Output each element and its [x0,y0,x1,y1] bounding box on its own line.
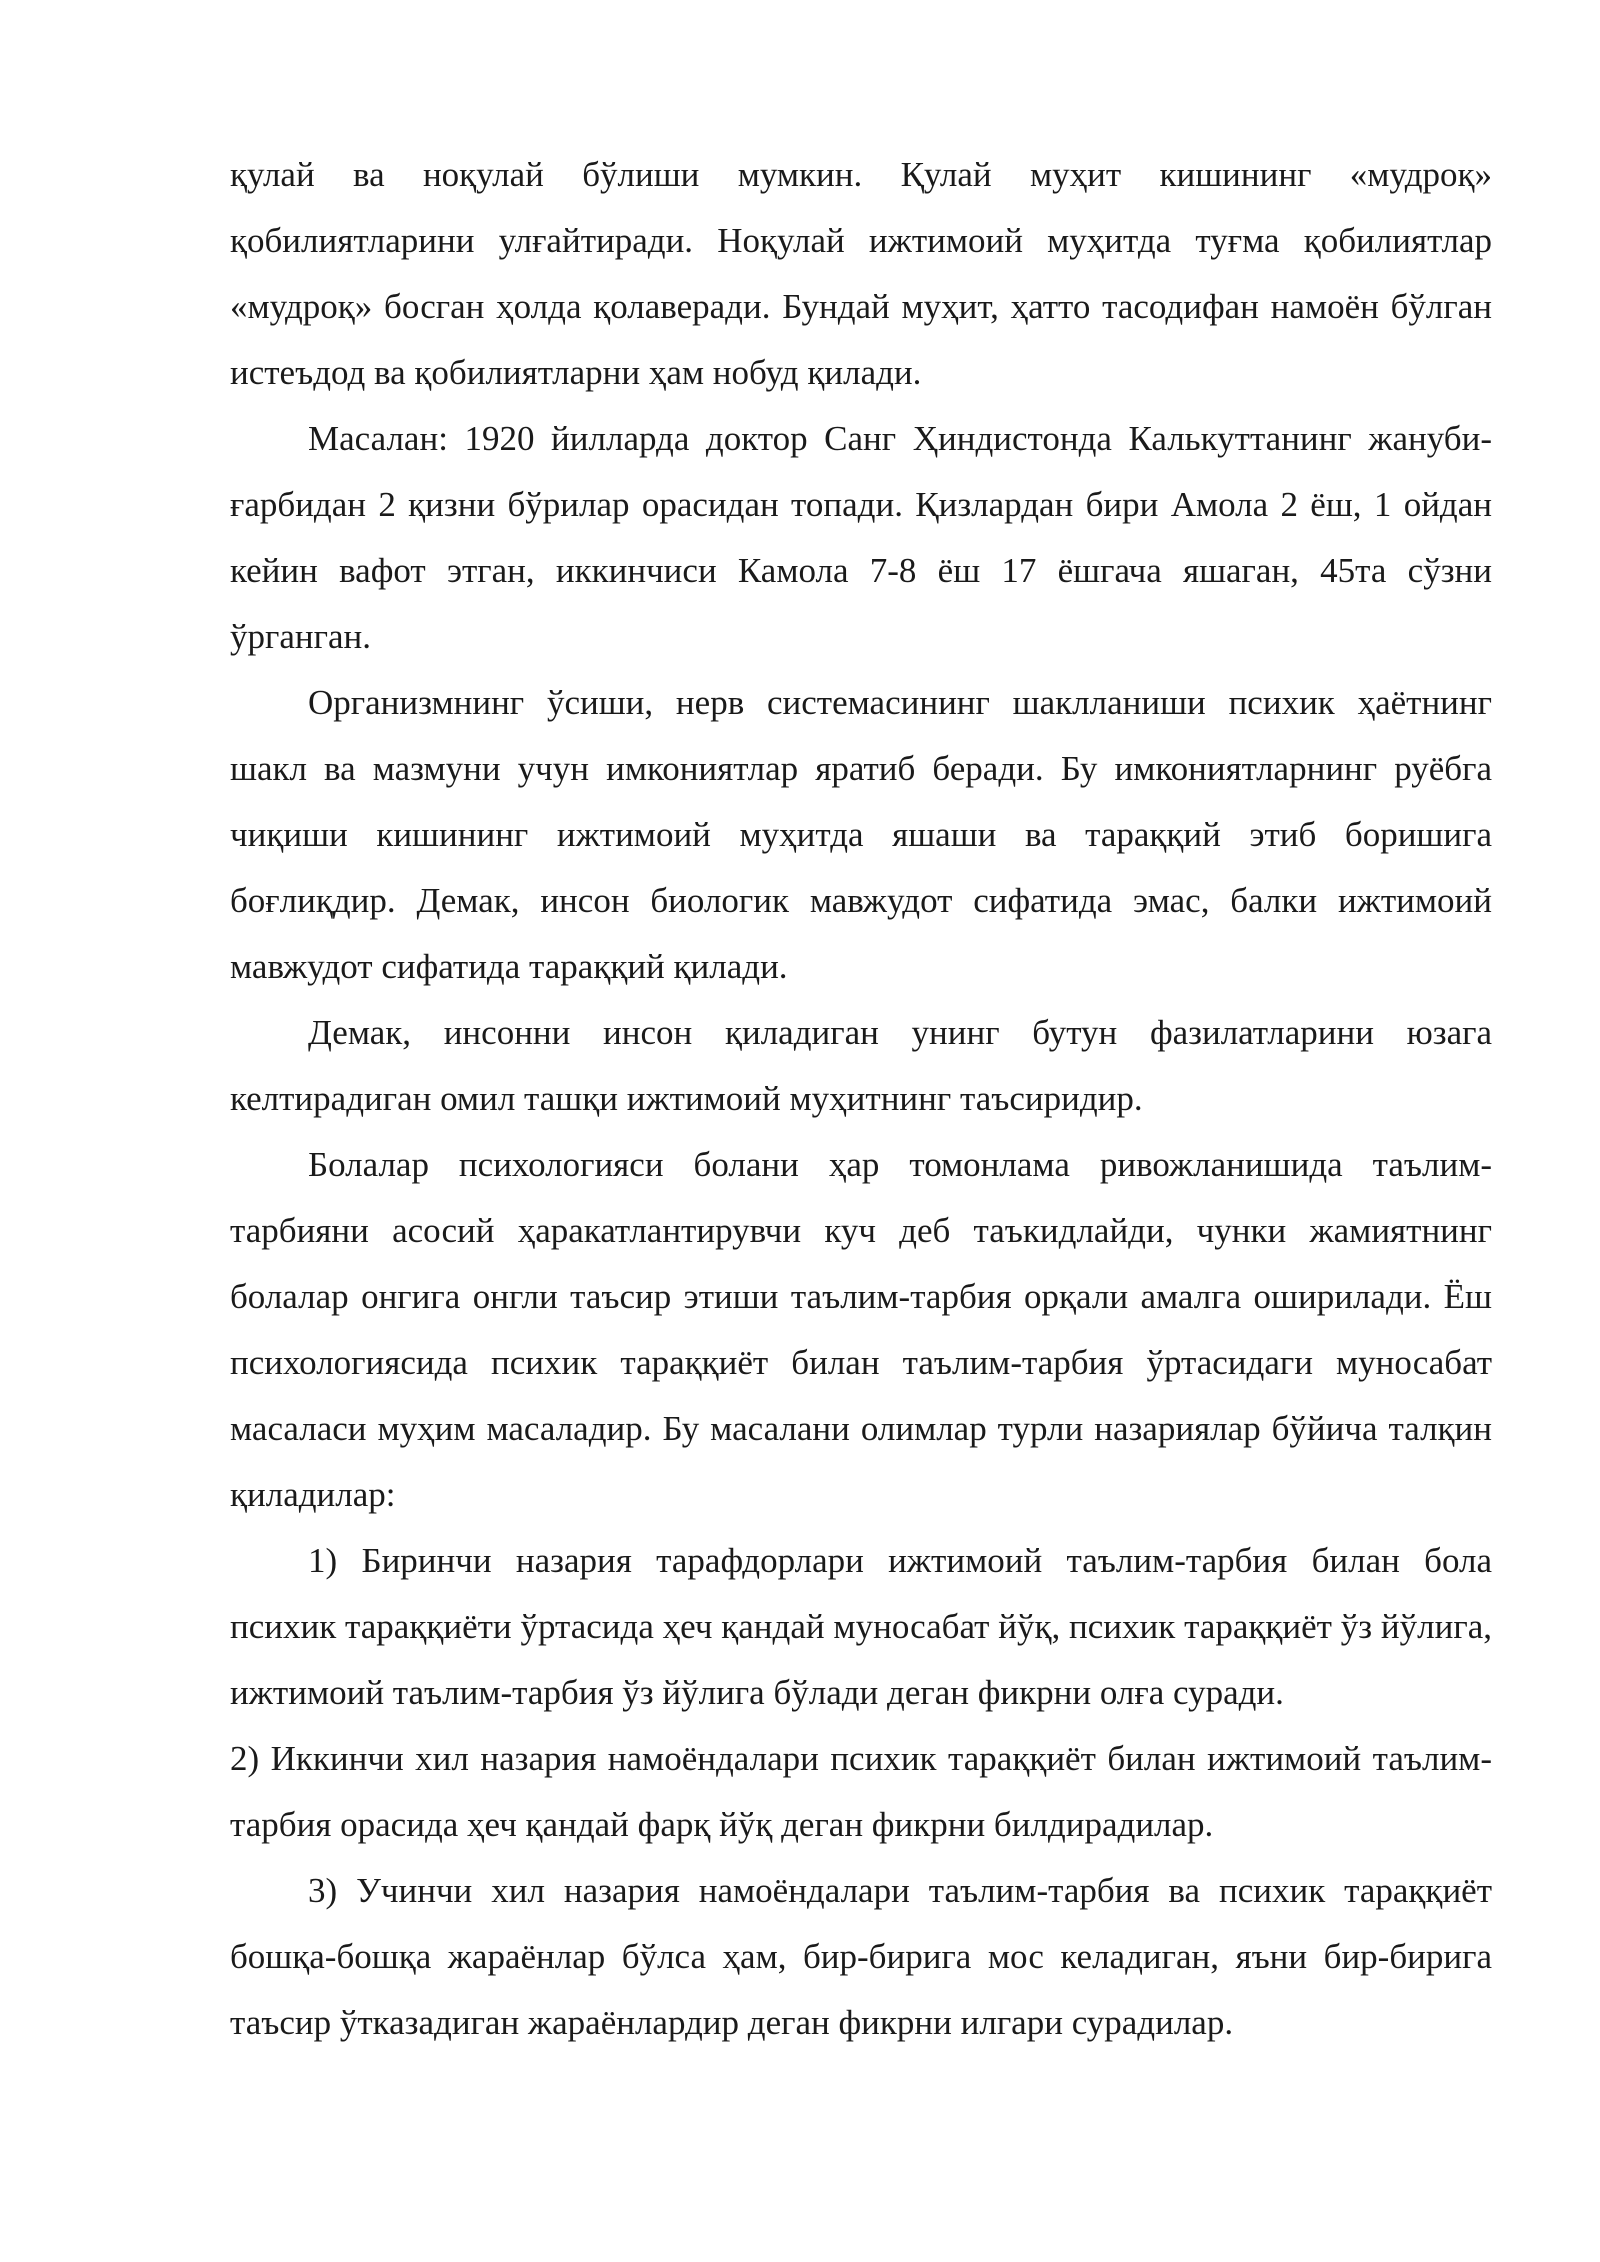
paragraph-2: Масалан: 1920 йилларда доктор Санг Ҳиндистонда Калькуттанинг жануби- ғарбидан 2 қизни бўрилар орасидан топади. Қизлардан бири Амола 2 ёш, 1 ойдан кейин вафот этган, иккинчиси Камола 7-8 ёш 17 ёшгача яшаган, 45та сўзни ўрганган. [230,419,1492,656]
paragraph-7: 2) Иккинчи хил назария намоёндалари психик тараққиёт билан ижтимоий таълим-тарбия орасида ҳеч қандай фарқ йўқ деган фикрни билдирадилар. [230,1739,1492,1844]
paragraph-6: 1) Биринчи назария тарафдорлари ижтимоий таълим-тарбия билан бола психик тараққиёти ўртасида ҳеч қандай муносабат йўқ, психик тараққиёт ўз йўлига, ижтимоий таълим-тарбия ўз йўлига бўлади деган фикрни олға суради. [230,1541,1492,1712]
paragraph-8: 3) Учинчи хил назария намоёндалари таълим-тарбия ва психик тараққиёт бошқа-бошқа жараёнлар бўлса ҳам, бир-бирига мос келадиган, яъни бир-бирига таъсир ўтказадиган жараёнлардир деган фикрни илгари сурадилар. [230,1871,1492,2042]
paragraph-5: Болалар психологияси болани ҳар томонлама ривожланишида таълим-тарбияни асосий ҳаракатлантирувчи куч деб таъкидлайди, чунки жамиятнинг болалар онгига онгли таъсир этиши таълим-тарбия орқали амалга оширилади. Ёш психологиясида психик тараққиёт билан таълим-тарбия ўртасидаги муносабат масаласи муҳим масаладир. Бу масалани олимлар турли назариялар бўйича талқин қиладилар: [230,1145,1492,1514]
paragraph-1: қулай ва ноқулай бўлиши мумкин. Қулай муҳит кишининг «мудроқ» қобилиятларини улғайтиради. Ноқулай ижтимоий муҳитда туғма қобилиятлар «мудроқ» босган ҳолда қолаверади. Бундай муҳит, ҳатто тасодифан намоён бўлган истеъдод ва қобилиятларни ҳам нобуд қилади. [230,155,1492,392]
paragraph-3: Организмнинг ўсиши, нерв системасининг шаклланиши психик ҳаётнинг шакл ва мазмуни учун имкониятлар яратиб беради. Бу имкониятларнинг руёбга чиқиши кишининг ижтимоий муҳитда яшаши ва тараққий этиб боришига боғлиқдир. Демак, инсон биологик мавжудот сифатида эмас, балки ижтимоий мавжудот сифатида тараққий қилади. [230,683,1492,986]
document-page [230,142,1492,2056]
paragraph-4: Демак, инсонни инсон қиладиган унинг бутун фазилатларини юзага келтирадиган омил ташқи ижтимоий муҳитнинг таъсиридир. [230,1013,1492,1118]
